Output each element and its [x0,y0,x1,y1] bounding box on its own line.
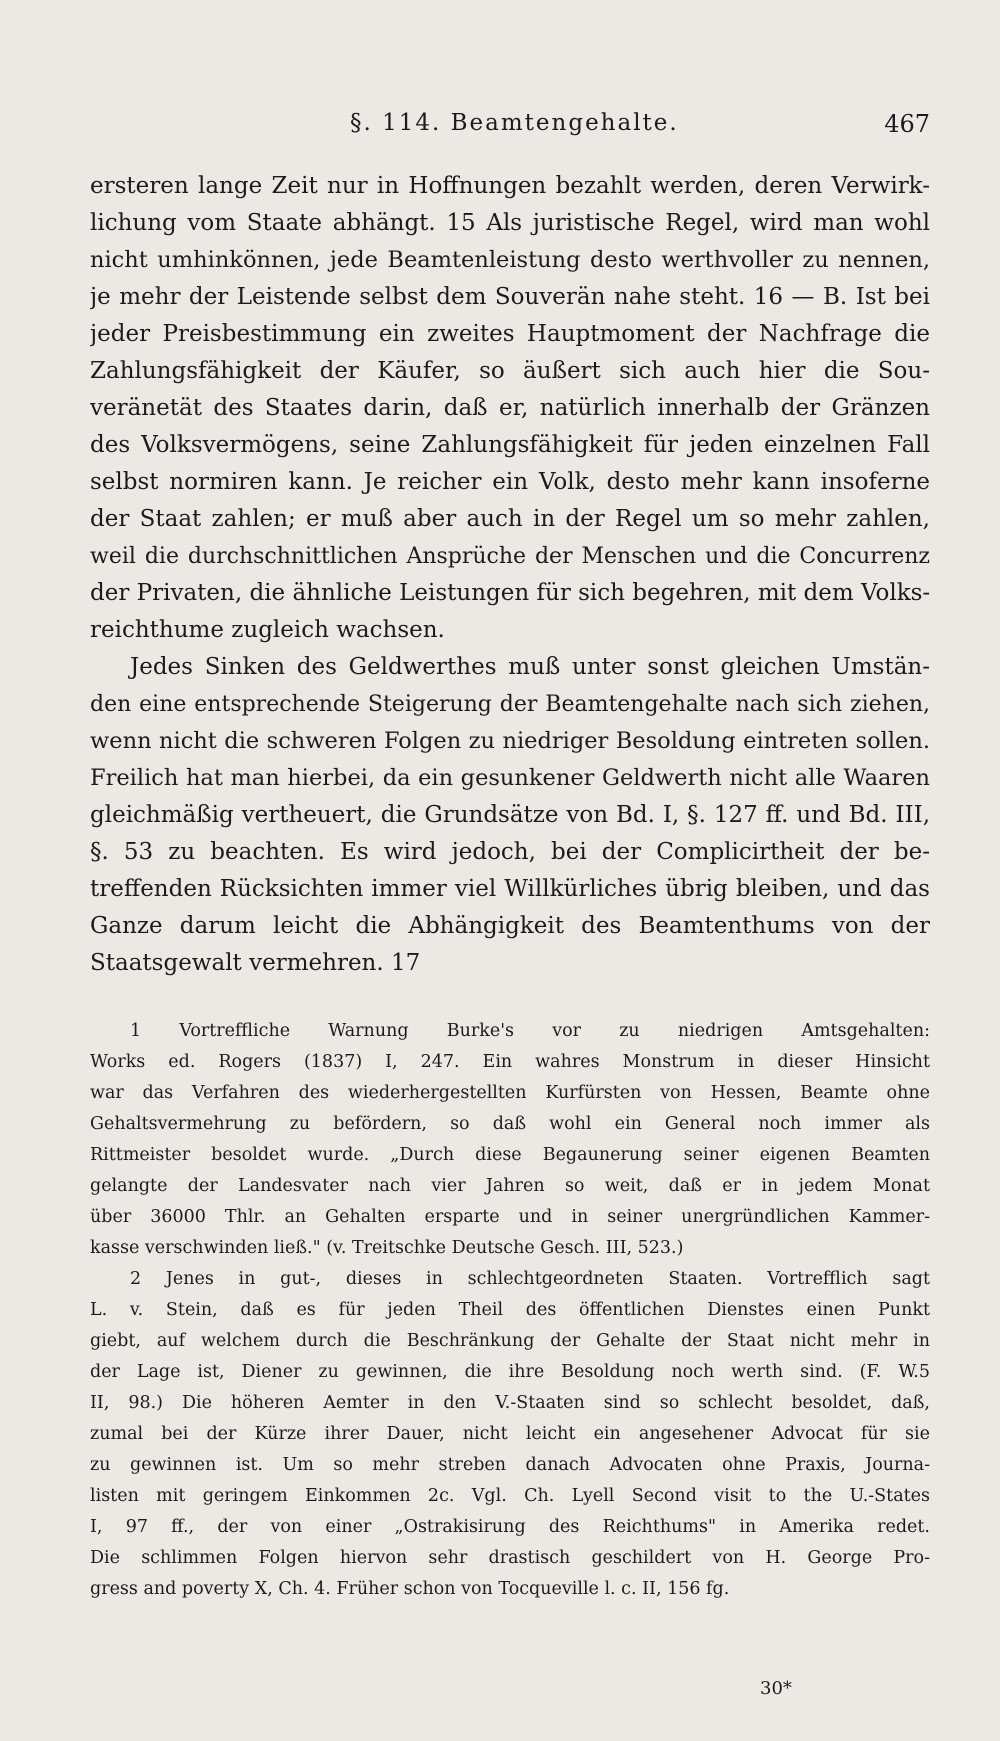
footnote-line: II, 98.) Die höheren Aemter in den V.-Staaten sind so schlecht besoldet, daß, [90,1393,930,1413]
body-line: je mehr der Leistende selbst dem Souverän nahe steht. 16 — B. Ist bei [90,284,930,310]
footnote-line: war das Verfahren des wiederhergestellten Kurfürsten von Hessen, Beamte ohne [90,1083,930,1103]
body-line: selbst normiren kann. Je reicher ein Volk, desto mehr kann insoferne [90,469,930,495]
page-number: 467 [884,110,930,138]
body-line: ersteren lange Zeit nur in Hoffnungen bezahlt werden, deren Verwirk- [90,173,930,199]
footnote-line: über 36000 Thlr. an Gehalten ersparte und in seiner unergründlichen Kammer- [90,1207,930,1227]
body-line: der Privaten, die ähnliche Leistungen für sich begehren, mit dem Volks- [90,580,930,606]
footnote-line: Rittmeister besoldet wurde. „Durch diese Begaunerung seiner eigenen Beamten [90,1145,930,1165]
footnote-line: gelangte der Landesvater nach vier Jahren so weit, daß er in jedem Monat [90,1176,930,1196]
footnote-line: 1 Vortreffliche Warnung Burke's vor zu niedrigen Amtsgehalten: [130,1021,930,1041]
body-line: des Volksvermögens, seine Zahlungsfähigkeit für jeden einzelnen Fall [90,432,930,458]
signature-mark: 30* [760,1678,792,1699]
body-line: Zahlungsfähigkeit der Käufer, so äußert sich auch hier die Sou- [90,358,930,384]
body-line: der Staat zahlen; er muß aber auch in der Regel um so mehr zahlen, [90,506,930,532]
body-line: reichthume zugleich wachsen. [90,617,445,643]
body-line: treffenden Rücksichten immer viel Willkürliches übrig bleiben, und das [90,876,930,902]
footnote-line: I, 97 ff., der von einer „Ostrakisirung des Reichthums" in Amerika redet. [90,1517,930,1537]
body-line: Staatsgewalt vermehren. 17 [90,950,421,976]
footnote-line: zu gewinnen ist. Um so mehr streben danach Advocaten ohne Praxis, Journa- [90,1455,930,1475]
footnote-line: kasse verschwinden ließ." (v. Treitschke Deutsche Gesch. III, 523.) [90,1238,684,1258]
body-line: Jedes Sinken des Geldwerthes muß unter sonst gleichen Umstän- [130,654,930,680]
body-line: jeder Preisbestimmung ein zweites Hauptmoment der Nachfrage die [90,321,930,347]
footnote-line: Die schlimmen Folgen hiervon sehr drastisch geschildert von H. George Pro- [90,1548,930,1568]
body-text [90,168,930,982]
body-line: den eine entsprechende Steigerung der Beamtengehalte nach sich ziehen, [90,692,930,717]
body-line: weil die durchschnittlichen Ansprüche der Menschen und die Concurrenz [90,544,930,569]
body-line: §. 53 zu beachten. Es wird jedoch, bei der Complicirtheit der be- [90,839,930,865]
footnote-line: 2 Jenes in gut-, dieses in schlechtgeordneten Staaten. Vortrefflich sagt [130,1269,930,1289]
footnotes [90,1016,930,1605]
body-line: Ganze darum leicht die Abhängigkeit des Beamtenthums von der [90,913,930,939]
body-line: lichung vom Staate abhängt. 15 Als juristische Regel, wird man wohl [90,210,930,236]
footnote-line: Works ed. Rogers (1837) I, 247. Ein wahres Monstrum in dieser Hinsicht [90,1052,930,1072]
body-line: nicht umhinkönnen, jede Beamtenleistung desto werthvoller zu nennen, [90,247,930,273]
footnote-line: der Lage ist, Diener zu gewinnen, die ihre Besoldung noch werth sind. (F. W.5 [90,1362,930,1382]
body-line: Freilich hat man hierbei, da ein gesunkener Geldwerth nicht alle Waaren [90,765,930,791]
footnote-line: Gehaltsvermehrung zu befördern, so daß wohl ein General noch immer als [90,1114,930,1134]
footnote-line: gress and poverty X, Ch. 4. Früher schon von Tocqueville l. c. II, 156 fg. [90,1579,730,1599]
footnote-line: listen mit geringem Einkommen 2c. Vgl. Ch. Lyell Second visit to the U.-States [90,1486,930,1506]
running-header [90,110,930,146]
footnote-line: giebt, auf welchem durch die Beschränkung der Gehalte der Staat nicht mehr in [90,1331,930,1351]
section-title: §. 114. Beamtengehalte. [350,110,679,136]
footnote-line: L. v. Stein, daß es für jeden Theil des öffentlichen Dienstes einen Punkt [90,1300,930,1320]
footnote-line: zumal bei der Kürze ihrer Dauer, nicht leicht ein angesehener Advocat für sie [90,1424,930,1444]
body-line: wenn nicht die schweren Folgen zu niedriger Besoldung eintreten sollen. [90,728,930,754]
body-line: veränetät des Staates darin, daß er, natürlich innerhalb der Gränzen [90,395,930,421]
body-line: gleichmäßig vertheuert, die Grundsätze von Bd. I, §. 127 ff. und Bd. III, [90,802,930,828]
